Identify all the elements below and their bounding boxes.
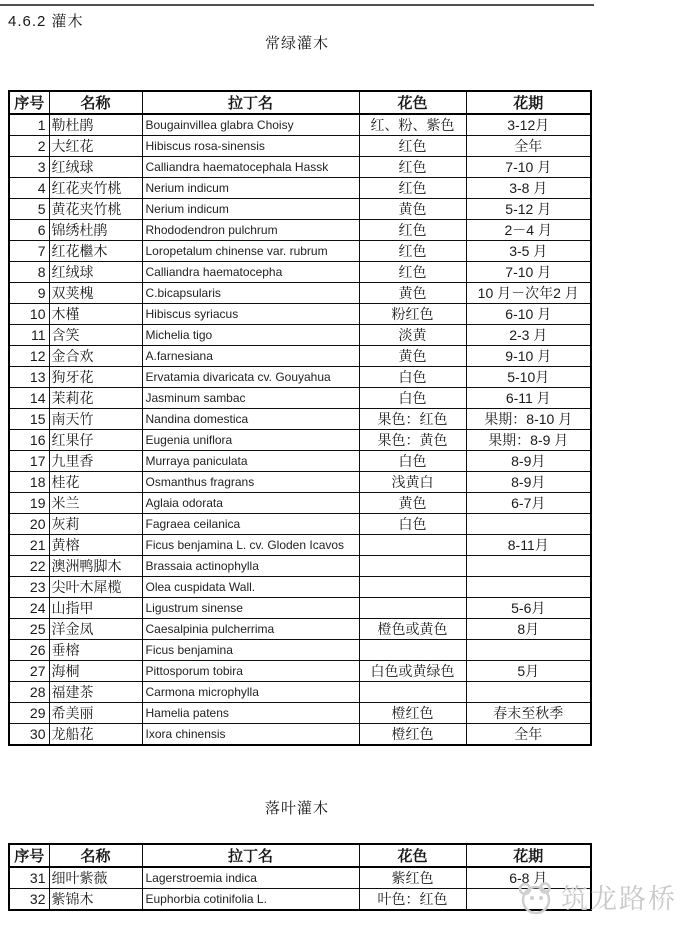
cell-latin-name: Ficus benjamina L. cv. Gloden Icavos: [142, 535, 359, 556]
cell-name: 灰莉: [49, 514, 142, 535]
table-row: [9, 367, 591, 388]
cell-index: 20: [9, 514, 49, 535]
table-row: [9, 682, 591, 703]
cell-latin-name: Aglaia odorata: [142, 493, 359, 514]
cell-latin-name: Calliandra haematocepha: [142, 262, 359, 283]
cell-flower-period: 7-10 月: [466, 157, 591, 178]
cell-index: 3: [9, 157, 49, 178]
cell-latin-name: Lagerstroemia indica: [142, 867, 359, 889]
cell-flower-period: 果期：8-10 月: [466, 409, 591, 430]
cell-latin-name: Michelia tigo: [142, 325, 359, 346]
cell-latin-name: Murraya paniculata: [142, 451, 359, 472]
cell-flower-color: 白色: [359, 388, 466, 409]
header-flower-period: 花期: [466, 844, 591, 867]
cell-flower-period: 9-10 月: [466, 346, 591, 367]
cell-name: 红绒球: [49, 157, 142, 178]
cell-flower-color: 橙色或黄色: [359, 619, 466, 640]
cell-index: 27: [9, 661, 49, 682]
cell-latin-name: Bougainvillea glabra Choisy: [142, 114, 359, 136]
cell-index: 22: [9, 556, 49, 577]
zhulong-logo-icon: [512, 874, 556, 918]
table-row: [9, 114, 591, 136]
cell-name: 茉莉花: [49, 388, 142, 409]
cell-latin-name: Osmanthus fragrans: [142, 472, 359, 493]
cell-name: 九里香: [49, 451, 142, 472]
cell-index: 14: [9, 388, 49, 409]
cell-flower-period: 8-11月: [466, 535, 591, 556]
cell-index: 9: [9, 283, 49, 304]
cell-name: 桂花: [49, 472, 142, 493]
header-flower-color: 花色: [359, 844, 466, 867]
cell-flower-period: 8月: [466, 619, 591, 640]
cell-latin-name: Pittosporum tobira: [142, 661, 359, 682]
cell-flower-color: 紫红色: [359, 867, 466, 889]
header-row: [9, 844, 591, 867]
header-name: 名称: [49, 91, 142, 114]
cell-flower-color: [359, 640, 466, 661]
cell-latin-name: Loropetalum chinense var. rubrum: [142, 241, 359, 262]
table-row: [9, 556, 591, 577]
cell-index: 7: [9, 241, 49, 262]
cell-flower-color: 黄色: [359, 199, 466, 220]
cell-flower-color: 白色: [359, 514, 466, 535]
cell-flower-color: 白色或黄绿色: [359, 661, 466, 682]
cell-flower-period: 5-12 月: [466, 199, 591, 220]
cell-name: 金合欢: [49, 346, 142, 367]
cell-latin-name: C.bicapsularis: [142, 283, 359, 304]
cell-flower-period: 春末至秋季: [466, 703, 591, 724]
cell-index: 13: [9, 367, 49, 388]
table-row: [9, 157, 591, 178]
table-row: [9, 388, 591, 409]
cell-flower-period: [466, 556, 591, 577]
cell-flower-color: 红色: [359, 157, 466, 178]
cell-latin-name: Hamelia patens: [142, 703, 359, 724]
cell-flower-color: 红色: [359, 220, 466, 241]
cell-name: 勒杜鹃: [49, 114, 142, 136]
cell-latin-name: Hibiscus rosa-sinensis: [142, 136, 359, 157]
cell-name: 双荚槐: [49, 283, 142, 304]
cell-flower-period: [466, 640, 591, 661]
table-row: [9, 451, 591, 472]
table-row: [9, 178, 591, 199]
cell-flower-period: 6-10 月: [466, 304, 591, 325]
cell-flower-period: 8-9月: [466, 451, 591, 472]
cell-flower-period: 2－4 月: [466, 220, 591, 241]
table-row: [9, 262, 591, 283]
cell-index: 2: [9, 136, 49, 157]
cell-flower-period: 6-11 月: [466, 388, 591, 409]
cell-name: 希美丽: [49, 703, 142, 724]
cell-flower-period: 8-9月: [466, 472, 591, 493]
table-row: [9, 724, 591, 746]
deciduous-table-title: 落叶灌木: [264, 800, 329, 817]
cell-index: 18: [9, 472, 49, 493]
cell-flower-period: 3-12月: [466, 114, 591, 136]
cell-flower-period: 6-8 月: [466, 867, 591, 889]
cell-flower-period: 3-5 月: [466, 241, 591, 262]
cell-flower-color: 橙红色: [359, 724, 466, 746]
table-row: [9, 619, 591, 640]
cell-latin-name: Calliandra haematocephala Hassk: [142, 157, 359, 178]
cell-flower-period: 5-6月: [466, 598, 591, 619]
cell-flower-color: 红、粉、紫色: [359, 114, 466, 136]
cell-latin-name: Ervatamia divaricata cv. Gouyahua: [142, 367, 359, 388]
cell-flower-color: 黄色: [359, 346, 466, 367]
deciduous-shrubs-table: [8, 843, 592, 911]
cell-flower-color: [359, 556, 466, 577]
table-row: [9, 199, 591, 220]
cell-index: 21: [9, 535, 49, 556]
header-row: [9, 91, 591, 114]
header-latin-name: 拉丁名: [142, 844, 359, 867]
table-row: [9, 283, 591, 304]
cell-latin-name: Ligustrum sinense: [142, 598, 359, 619]
cell-latin-name: Olea cuspidata Wall.: [142, 577, 359, 598]
cell-name: 海桐: [49, 661, 142, 682]
cell-name: 黄榕: [49, 535, 142, 556]
table-row: [9, 493, 591, 514]
table-header: [9, 91, 591, 114]
cell-flower-color: 红色: [359, 136, 466, 157]
cell-index: 30: [9, 724, 49, 746]
cell-name: 狗牙花: [49, 367, 142, 388]
cell-latin-name: Nandina domestica: [142, 409, 359, 430]
table-row: [9, 472, 591, 493]
cell-index: 32: [9, 889, 49, 911]
cell-name: 红花檵木: [49, 241, 142, 262]
cell-index: 26: [9, 640, 49, 661]
cell-flower-period: 全年: [466, 724, 591, 746]
table-row: [9, 241, 591, 262]
cell-flower-color: 白色: [359, 367, 466, 388]
cell-index: 15: [9, 409, 49, 430]
cell-index: 4: [9, 178, 49, 199]
cell-index: 6: [9, 220, 49, 241]
cell-flower-period: 2-3 月: [466, 325, 591, 346]
cell-flower-color: 橙红色: [359, 703, 466, 724]
cell-name: 锦绣杜鹃: [49, 220, 142, 241]
cell-latin-name: Jasminum sambac: [142, 388, 359, 409]
cell-name: 米兰: [49, 493, 142, 514]
cell-latin-name: Ficus benjamina: [142, 640, 359, 661]
header-index: 序号: [9, 91, 49, 114]
header-latin-name: 拉丁名: [142, 91, 359, 114]
cell-latin-name: Hibiscus syriacus: [142, 304, 359, 325]
cell-latin-name: Carmona microphylla: [142, 682, 359, 703]
cell-flower-color: [359, 577, 466, 598]
evergreen-shrubs-table: [8, 90, 592, 746]
cell-name: 福建茶: [49, 682, 142, 703]
cell-name: 红花夹竹桃: [49, 178, 142, 199]
cell-flower-color: 淡黄: [359, 325, 466, 346]
cell-name: 南天竹: [49, 409, 142, 430]
table-row: [9, 598, 591, 619]
cell-name: 红绒球: [49, 262, 142, 283]
cell-name: 含笑: [49, 325, 142, 346]
cell-flower-color: [359, 535, 466, 556]
cell-name: 洋金凤: [49, 619, 142, 640]
table-row: [9, 889, 591, 911]
table-row: [9, 409, 591, 430]
cell-index: 24: [9, 598, 49, 619]
table-row: [9, 220, 591, 241]
cell-name: 红果仔: [49, 430, 142, 451]
table-row: [9, 514, 591, 535]
cell-flower-period: 5月: [466, 661, 591, 682]
cell-flower-color: [359, 598, 466, 619]
table-row: [9, 577, 591, 598]
header-flower-period: 花期: [466, 91, 591, 114]
cell-flower-color: 红色: [359, 241, 466, 262]
cell-index: 28: [9, 682, 49, 703]
header-flower-color: 花色: [359, 91, 466, 114]
cell-flower-color: 浅黄白: [359, 472, 466, 493]
evergreen-table-body: [9, 114, 591, 745]
cell-index: 25: [9, 619, 49, 640]
cell-flower-period: 3-8 月: [466, 178, 591, 199]
cell-latin-name: Nerium indicum: [142, 178, 359, 199]
cell-latin-name: Fagraea ceilanica: [142, 514, 359, 535]
cell-index: 16: [9, 430, 49, 451]
cell-flower-color: 粉红色: [359, 304, 466, 325]
cell-flower-period: [466, 682, 591, 703]
cell-flower-color: 黄色: [359, 493, 466, 514]
cell-name: 黄花夹竹桃: [49, 199, 142, 220]
cell-flower-period: 果期：8-9 月: [466, 430, 591, 451]
cell-name: 紫锦木: [49, 889, 142, 911]
deciduous-table-body: [9, 867, 591, 910]
cell-index: 29: [9, 703, 49, 724]
cell-flower-color: 红色: [359, 178, 466, 199]
cell-flower-period: 10 月－次年2 月: [466, 283, 591, 304]
cell-name: 山指甲: [49, 598, 142, 619]
cell-flower-period: [466, 514, 591, 535]
cell-index: 10: [9, 304, 49, 325]
cell-index: 23: [9, 577, 49, 598]
cell-flower-period: 7-10 月: [466, 262, 591, 283]
cell-latin-name: Nerium indicum: [142, 199, 359, 220]
cell-flower-period: 5-10月: [466, 367, 591, 388]
cell-name: 尖叶木犀榄: [49, 577, 142, 598]
watermark: [512, 874, 677, 918]
cell-flower-color: 叶色：红色: [359, 889, 466, 911]
cell-name: 细叶紫薇: [49, 867, 142, 889]
cell-latin-name: Euphorbia cotinifolia L.: [142, 889, 359, 911]
header-index: 序号: [9, 844, 49, 867]
table-row: [9, 136, 591, 157]
cell-latin-name: Caesalpinia pulcherrima: [142, 619, 359, 640]
cell-index: 19: [9, 493, 49, 514]
cell-index: 12: [9, 346, 49, 367]
watermark-text: 筑龙路桥: [561, 883, 677, 914]
table-row: [9, 867, 591, 889]
cell-index: 11: [9, 325, 49, 346]
table-header: [9, 844, 591, 867]
cell-index: 8: [9, 262, 49, 283]
header-name: 名称: [49, 844, 142, 867]
cell-index: 1: [9, 114, 49, 136]
table-row: [9, 535, 591, 556]
cell-flower-color: 红色: [359, 262, 466, 283]
table-row: [9, 703, 591, 724]
cell-flower-color: 果色：红色: [359, 409, 466, 430]
top-rule-divider: [0, 4, 594, 6]
cell-name: 大红花: [49, 136, 142, 157]
cell-flower-color: 果色：黄色: [359, 430, 466, 451]
cell-name: 澳洲鸭脚木: [49, 556, 142, 577]
section-heading: 4.6.2 灌木: [8, 13, 84, 30]
table-row: [9, 325, 591, 346]
cell-index: 31: [9, 867, 49, 889]
cell-name: 龙船花: [49, 724, 142, 746]
cell-latin-name: Ixora chinensis: [142, 724, 359, 746]
cell-latin-name: A.farnesiana: [142, 346, 359, 367]
cell-index: 5: [9, 199, 49, 220]
cell-flower-color: [359, 682, 466, 703]
evergreen-table-title: 常绿灌木: [264, 35, 329, 52]
table-row: [9, 346, 591, 367]
cell-flower-period: [466, 577, 591, 598]
table-row: [9, 640, 591, 661]
cell-flower-color: 黄色: [359, 283, 466, 304]
cell-flower-period: 全年: [466, 136, 591, 157]
table-row: [9, 430, 591, 451]
cell-latin-name: Rhododendron pulchrum: [142, 220, 359, 241]
table-row: [9, 661, 591, 682]
table-row: [9, 304, 591, 325]
cell-name: 木槿: [49, 304, 142, 325]
cell-name: 垂榕: [49, 640, 142, 661]
cell-flower-period: 6-7月: [466, 493, 591, 514]
cell-latin-name: Eugenia uniflora: [142, 430, 359, 451]
cell-latin-name: Brassaia actinophylla: [142, 556, 359, 577]
cell-index: 17: [9, 451, 49, 472]
cell-flower-color: 白色: [359, 451, 466, 472]
